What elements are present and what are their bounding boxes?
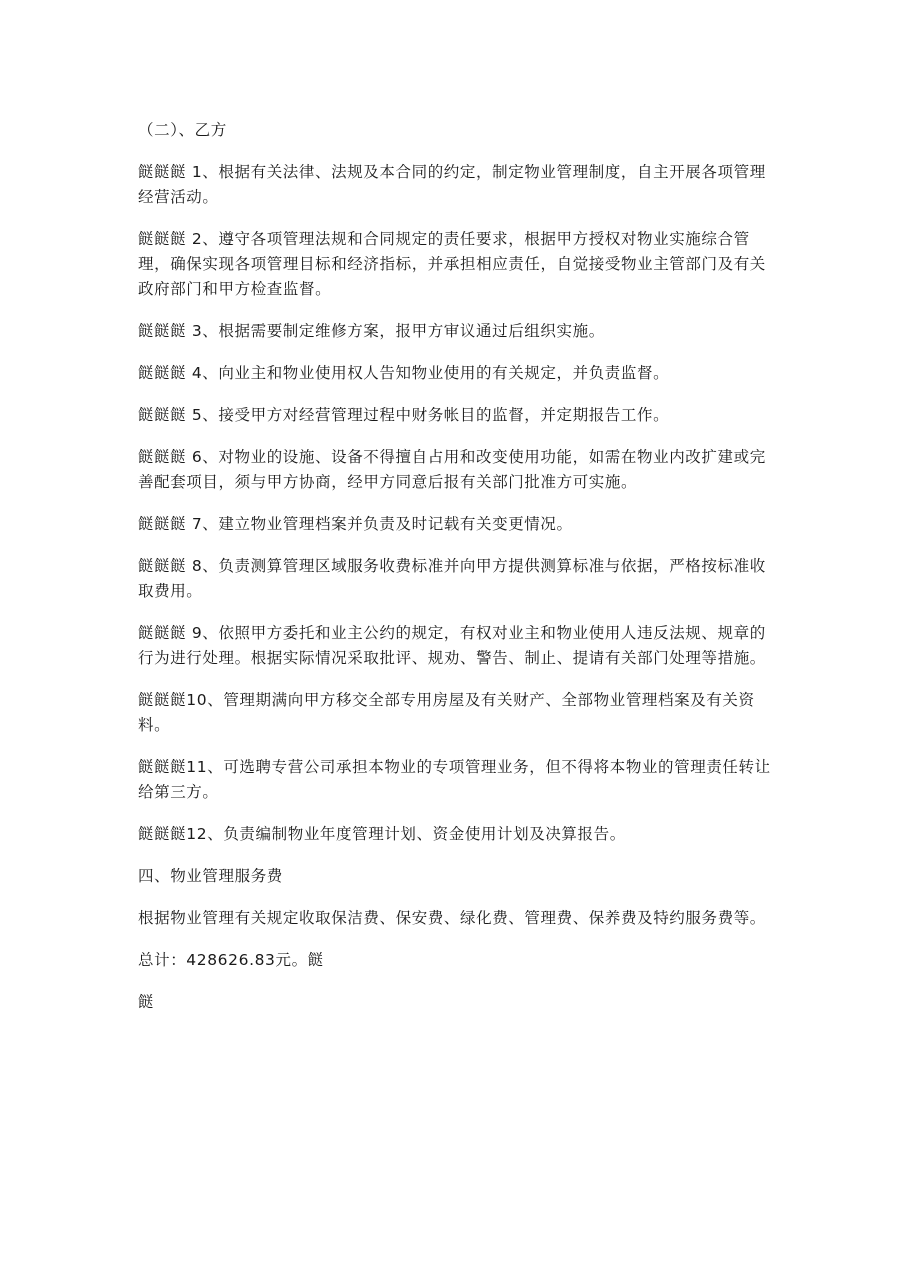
section-heading-service-fee: 四、物业管理服务费	[138, 867, 283, 885]
clause-10: 餸餸餸10、管理期满向甲方移交全部专用房屋及有关财产、全部物业管理档案及有关资料。	[138, 691, 755, 734]
total-amount: 总计：428626.83元。餸	[138, 951, 324, 969]
clause-8: 餸餸餸 8、负责测算管理区域服务收费标准并向甲方提供测算标准与依据，严格按标准收取费用。	[138, 557, 766, 600]
section-heading-party-b: （二）、乙方	[138, 121, 227, 139]
clause-9: 餸餸餸 9、依照甲方委托和业主公约的规定，有权对业主和物业使用人违反法规、规章的行为进行处理。根据实际情况采取批评、规劝、警告、制止、提请有关部门处理等措施。	[138, 624, 766, 667]
clause-4: 餸餸餸 4、向业主和物业使用权人告知物业使用的有关规定，并负责监督。	[138, 364, 670, 382]
clause-11: 餸餸餸11、可选聘专营公司承担本物业的专项管理业务，但不得将本物业的管理责任转让给第三方。	[138, 758, 771, 801]
clause-3: 餸餸餸 3、根据需要制定维修方案，报甲方审议通过后组织实施。	[138, 322, 605, 340]
clause-2: 餸餸餸 2、遵守各项管理法规和合同规定的责任要求，根据甲方授权对物业实施综合管理，确保实现各项管理目标和经济指标，并承担相应责任，自觉接受物业主管部门及有关政府部门和甲方检查监督。	[138, 230, 766, 298]
trailing-character: 餸	[138, 993, 155, 1011]
service-fee-description: 根据物业管理有关规定收取保洁费、保安费、绿化费、管理费、保养费及特约服务费等。	[138, 909, 766, 927]
clause-7: 餸餸餸 7、建立物业管理档案并负责及时记载有关变更情况。	[138, 515, 573, 533]
clause-12: 餸餸餸12、负责编制物业年度管理计划、资金使用计划及决算报告。	[138, 825, 626, 843]
clause-5: 餸餸餸 5、接受甲方对经营管理过程中财务帐目的监督，并定期报告工作。	[138, 406, 670, 424]
clause-6: 餸餸餸 6、对物业的设施、设备不得擅自占用和改变使用功能，如需在物业内改扩建或完善配套项目，须与甲方协商，经甲方同意后报有关部门批准方可实施。	[138, 448, 766, 491]
clause-1: 餸餸餸 1、根据有关法律、法规及本合同的约定，制定物业管理制度，自主开展各项管理经营活动。	[138, 163, 766, 206]
document-page	[138, 118, 778, 1032]
